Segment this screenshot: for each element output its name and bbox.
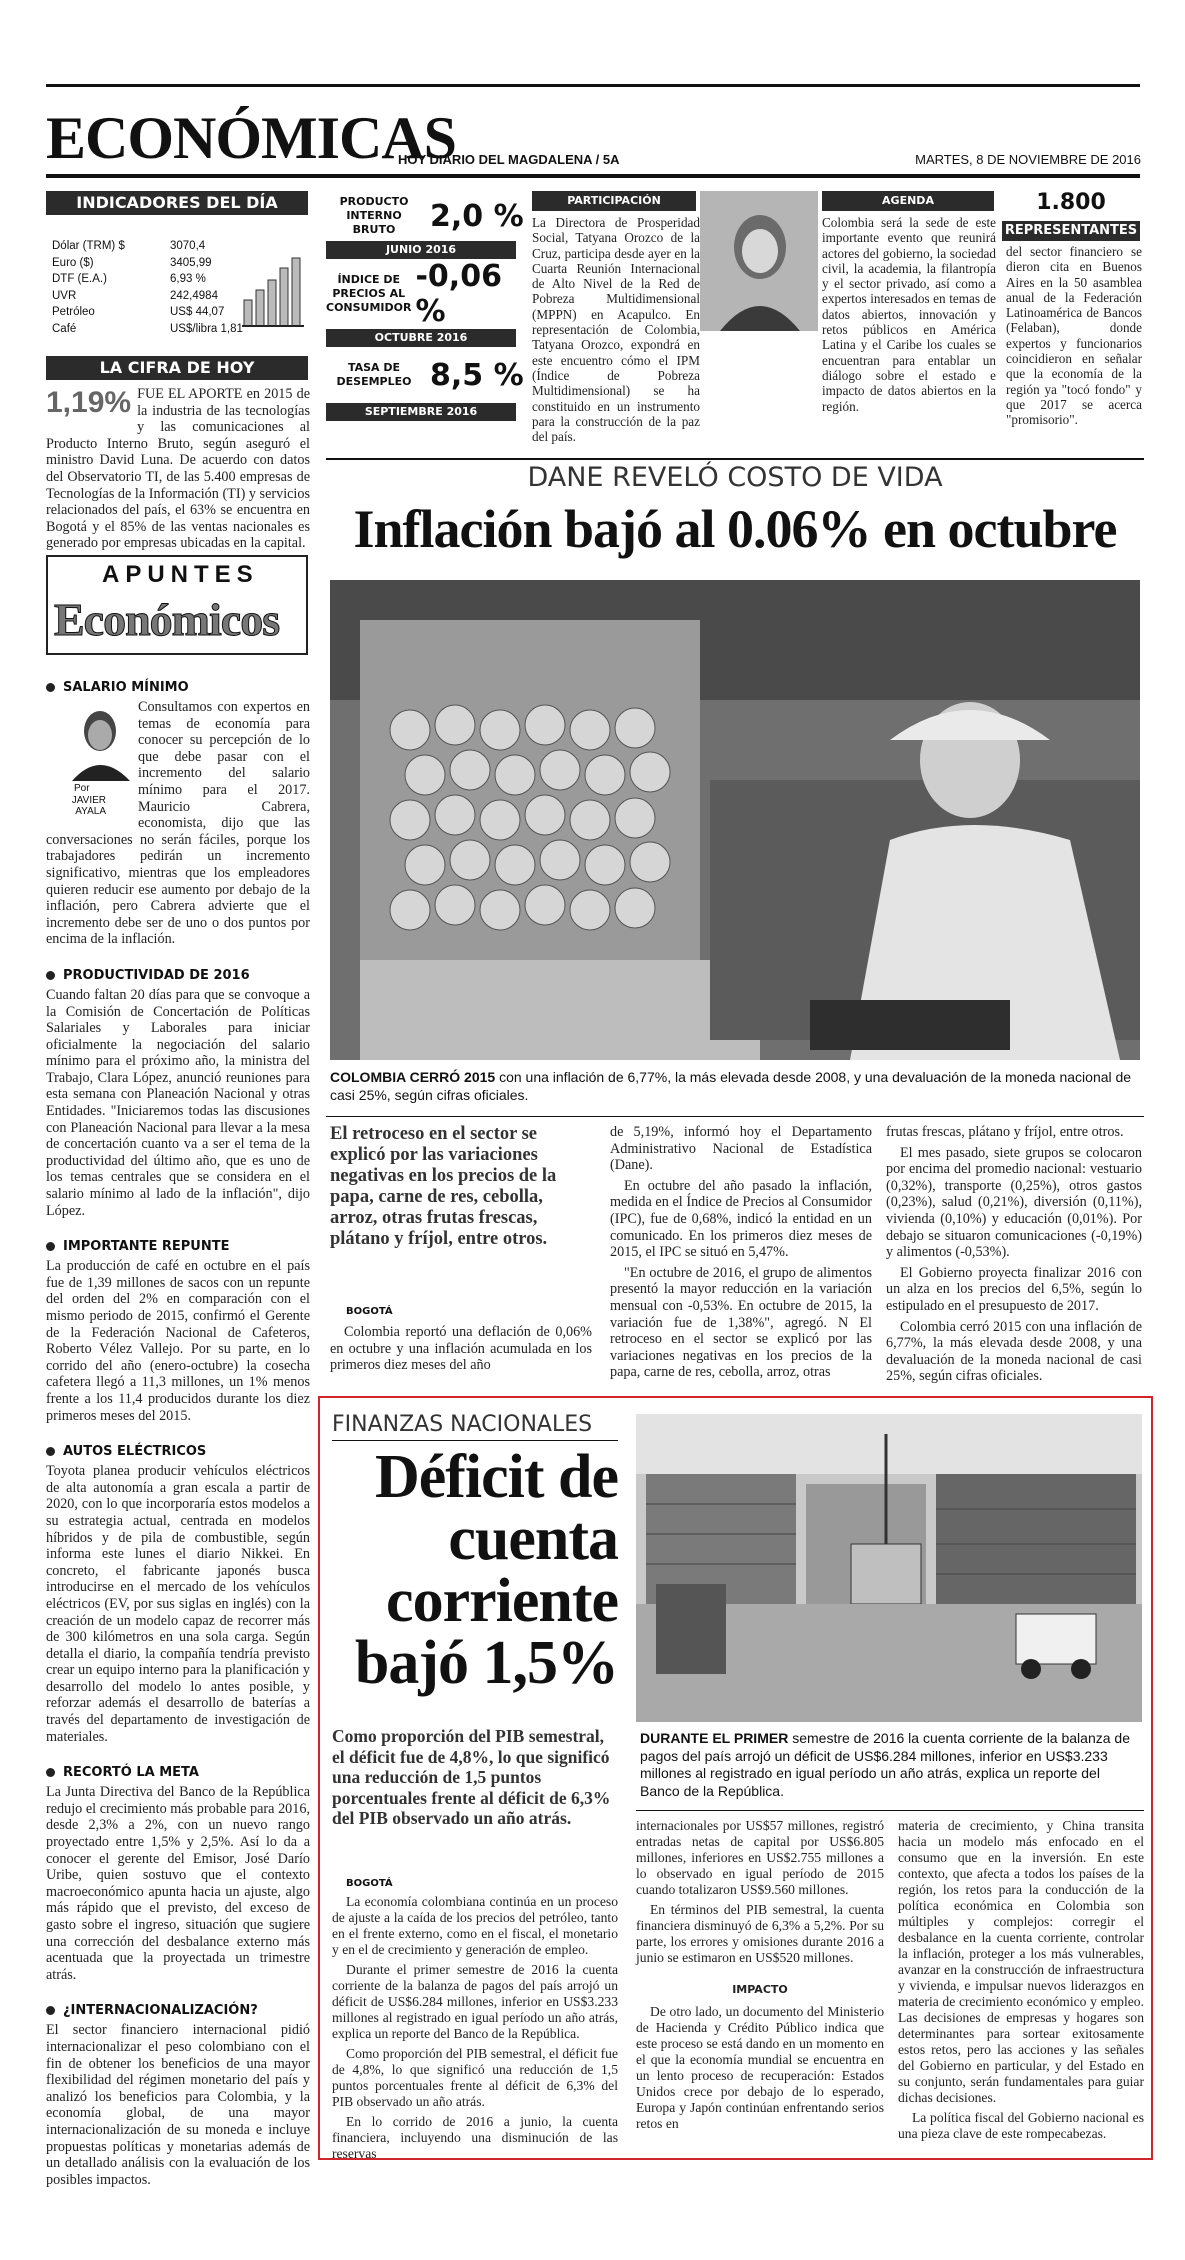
inflacion-paragraph: El Gobierno proyecta finalizar 2016 con un alza en los precios del 6,5%, según lo estipulado en el presupuesto de 2017. xyxy=(886,1264,1142,1314)
cifra-text: FUE EL APORTE en 2015 de la industria de las tecnologías y las comunicaciones al Producto Interno Bruto, según aseguró el ministro David Luna. De acuerdo con datos del Observatorio TI, de las 5.400 empresas de Tecnologías de la Información (TI) y servicios relacionados del país, el 63% se encuentra en Bogotá y el 85% de las ventas nacionales es generado por empresas ubicadas en la capital. xyxy=(46,386,310,552)
agenda-text: Colombia será la sede de este importante evento que reunirá actores del gobierno, la sociedad civil, la academia, la filantropía y el sector privado, así como a expertos interesados en temas de datos abiertos, innovación y retos públicos en América Latina y el Caribe los cuales se encuentran para entablar un diálogo sobre el estado e impacto de datos abiertos en la región. xyxy=(822,215,996,414)
port-photo-image xyxy=(636,1414,1142,1722)
stat-value: 8,5 % xyxy=(430,357,524,393)
inflacion-dateline: BOGOTÁ xyxy=(346,1306,393,1317)
deficit-headline xyxy=(330,1443,618,1697)
portrait-photo xyxy=(700,191,818,331)
stat-label: PRODUCTO INTERNO BRUTO xyxy=(339,195,409,236)
port-photo xyxy=(636,1414,1142,1722)
deficit-caption-lead: DURANTE EL PRIMER xyxy=(640,1730,789,1746)
stat-row xyxy=(326,191,526,241)
apuntes-head xyxy=(46,1239,310,1254)
apuntes-column xyxy=(46,668,310,2188)
apuntes-text: Toyota planea producir vehículos eléctricos de alta autonomía a gran escala a partir de 2020, con lo que incorporaría estos modelos a su estrategia actual, centrada en modelos híbridos y de pila de combustible, según informa este lunes el diario Nikkei. En concreto, el fabricante japonés busca introducirse en el mercado de los vehículos eléctricos (EV, por sus siglas en inglés) con la creación de un modelo capaz de recorrer más de 300 kilómetros en una sola carga. Según detalla el diario, la compañía tendría previsto crear un equipo interno para la planificación y desarrollo del modelo lo antes posible, y reforzar además el desarrollo de baterías a través del departamento de investigación de materiales. xyxy=(46,1463,310,1745)
deficit-headline-line: Déficit de xyxy=(374,1443,618,1511)
indicator-value: 3070,4 xyxy=(170,240,206,252)
indicator-value: 242,4984 xyxy=(170,289,218,302)
apuntes-head xyxy=(46,968,310,983)
indicator-row xyxy=(52,304,252,321)
apuntes-head xyxy=(46,1765,310,1780)
apuntes-header xyxy=(46,555,308,655)
inflacion-headline: Inflación bajó al 0.06% en octubre xyxy=(353,499,1117,559)
deficit-paragraph: La economía colombiana continúa en un proceso de ajuste a la caída de los precios del petróleo, tanto en el frente externo, como en el fiscal, el monetario y en el de crecimiento y generación de empleo. xyxy=(332,1894,618,1957)
cifra-block xyxy=(46,386,310,552)
cifra-title: LA CIFRA DE HOY xyxy=(46,356,308,380)
deficit-caption xyxy=(640,1730,1142,1800)
inflacion-paragraph: El mes pasado, siete grupos se colocaron por encima del promedio nacional: vestuario (0,32%), transporte (0,25%), otros gastos (0,23%), salud (0,21%), diversión (0,11%), vivienda (0,10%) y educación (0,01%). Por debajo se situaron comunicaciones (-0,19%) y alimentos (-0,53%). xyxy=(886,1144,1142,1261)
deficit-paragraph: En lo corrido de 2016 a junio, la cuenta financiera, incluyendo una disminución de las reservas xyxy=(332,2114,618,2161)
columnist-portrait xyxy=(46,701,132,781)
inflacion-caption-lead: COLOMBIA CERRÓ 2015 xyxy=(330,1069,496,1085)
indicator-row xyxy=(52,288,252,305)
apuntes-head-text: SALARIO MÍNIMO xyxy=(63,680,189,695)
apuntes-item xyxy=(46,699,310,948)
indicator-value: US$/libra 1,81 xyxy=(170,322,243,335)
indicadores-title: INDICADORES DEL DÍA xyxy=(46,191,308,215)
deficit-paragraph: La política fiscal del Gobierno nacional es una pieza clave de este rompecabezas. xyxy=(898,2110,1144,2141)
deficit-col1 xyxy=(332,1894,618,2166)
stat-period: OCTUBRE 2016 xyxy=(326,329,516,347)
apuntes-text: Cuando faltan 20 días para que se convoque a la Comisión de Concertación de Políticas Salariales y Laborales para iniciar oficialmente la negociación del salario mínimo para el próximo año, la ministra del Trabajo, Clara López, anunció reuniones para esta semana con Planeación Nacional y otras Entidades. "Iniciaremos todas las discusiones con Planeación Nacional para llevar a la mesa de concertación cuanto va a ser el tema de la productividad del último año, que es uno de los temas centrales que se considera en el salario mínimo al lado de la inflación", dijo López. xyxy=(46,986,310,1219)
inflacion-top-rule xyxy=(326,458,1144,460)
stat-value: -0,06 % xyxy=(415,259,502,329)
byline-name: JAVIER AYALA xyxy=(71,795,106,817)
indicator-row xyxy=(52,271,252,288)
deficit-col3 xyxy=(898,1818,1144,2146)
apuntes-text: La Junta Directiva del Banco de la República redujo el crecimiento más probable para 2016, desde 2,3% a 2%, con un nuevo rango proyectado entre 1,5% y 2,5%. Así lo da a conocer el gerente del Emisor, José Darío Uribe, quien sostuvo que el contexto macroeconómico apunta hacia un ajuste, algo más rápido que el previsto, del exceso de gasto sobre el ingreso, situación que sugiere una corrección del desbalance externo más acentuada que la proyectada un trimestre atrás. xyxy=(46,1784,310,1983)
bar-graph-icon xyxy=(240,250,306,330)
apuntes-head xyxy=(46,680,310,695)
indicator-label: UVR xyxy=(52,289,77,302)
representantes-text: del sector financiero se dieron cita en Buenos Aires en la 50 asamblea anual de la Federación Latinoamérica de Bancos (Felaban), donde expertos y funcionarios coincidieron en señalar que la economía de la región ya "tocó fondo" y que 2017 se acerca "promisorio". xyxy=(1006,244,1142,428)
inflacion-col3 xyxy=(886,1124,1142,1389)
deficit-headline-line: cuenta xyxy=(448,1505,618,1573)
top-rule xyxy=(46,84,1140,87)
inflacion-caption xyxy=(330,1068,1142,1104)
paper-name: HOY DIARIO DEL MAGDALENA / 5A xyxy=(398,152,620,167)
inflacion-paragraph: "En octubre de 2016, el grupo de alimentos presentó la mayor reducción en la variación mensual con -0,53%. En octubre de 2015, la variación fue de 1,38%", agregó. N El retroceso en el sector se explicó por las variaciones negativas en los precios de la papa, carne de res, cebolla, arroz, otras xyxy=(610,1264,872,1381)
apuntes-head xyxy=(46,1444,310,1459)
apuntes-head-text: RECORTÓ LA META xyxy=(63,1765,199,1781)
deficit-paragraph: En términos del PIB semestral, la cuenta financiera disminuyó de 6,3% a 5,2%. Por su parte, los errores y omisiones durante 2016 a junio se estimaron en US$520 millones. xyxy=(636,1902,884,1965)
deficit-paragraph: Durante el primer semestre de 2016 la cuenta corriente de la balanza de pagos del país arrojó un déficit de US$6.284 millones, inferior en US$3.233 millones al registrado en igual período un año atrás, explica un reporte del Banco de la República. xyxy=(332,1962,618,2041)
indicator-label: Café xyxy=(52,322,77,335)
stat-row xyxy=(326,259,526,329)
inflacion-col1: Colombia reportó una deflación de 0,06% en octubre y una inflación acumulada en los primeros diez meses del año xyxy=(330,1324,592,1374)
representantes-number: 1.800 xyxy=(1036,190,1106,215)
indicator-row xyxy=(52,238,252,255)
bullet-icon xyxy=(46,683,55,692)
apuntes-head-text: AUTOS ELÉCTRICOS xyxy=(63,1444,207,1460)
deficit-paragraph: De otro lado, un documento del Ministerio de Hacienda y Crédito Público indica que este proceso se está dando en un momento en el que la economía mundial se encuentra en un lento proceso de recuperación: Estados Unidos crece por debajo de lo esperado, Europa y Japón continúan enfrentando serios retos en xyxy=(636,2004,884,2131)
deficit-dateline: BOGOTÁ xyxy=(346,1878,393,1889)
participacion-text: La Directora de Prosperidad Social, Tatyana Orozco de la Cruz, participa desde ayer en la Cuarta Reunión Internacional de Alto Nivel de la Red de Pobreza Multidimensional (MPPN) en Acapulco. En representación de Colombia, Tatyana Orozco, expondrá en este encuentro cómo el IPM (Índice de Pobreza Multidimensional) se ha constituido en un instrumento para la construcción de la paz del país. xyxy=(532,215,700,445)
apuntes-head xyxy=(46,2003,310,2018)
masthead-rule xyxy=(46,174,1140,178)
stat-label: ÍNDICE DE PRECIOS AL CONSUMIDOR xyxy=(326,273,412,314)
indicator-value: US$ 44,07 xyxy=(170,306,225,318)
inflacion-paragraph: de 5,19%, informó hoy el Departamento Administrativo Nacional de Estadística (Dane). xyxy=(610,1124,872,1174)
indicator-label: DTF (E.A.) xyxy=(52,273,107,285)
indicator-label: Euro ($) xyxy=(52,256,94,269)
indicator-label: Petróleo xyxy=(52,306,95,318)
inflacion-caption-text: con una inflación de 6,77%, la más elevada desde 2008, y una devaluación de la moneda nacional de casi 25%, según cifras oficiales. xyxy=(330,1069,1132,1103)
deficit-paragraph: internacionales por US$57 millones, registró entradas netas de capital por US$6.805 millones, inferiores en US$2.755 millones a lo observado en igual período de 2015 cuando totalizaron US$9.560 millones. xyxy=(636,1818,884,1897)
deficit-headline-line: bajó 1,5% xyxy=(354,1629,618,1697)
apuntes-text: El sector financiero internacional pidió internacionalizar el peso colombiano con el fin de obtener los beneficios de una mayor flexibilidad del régimen monetario del país y analizó los beneficios para Colombia, y la economía global, de una mayor internacionalización de su moneda e incluye propuestas políticas y monetarias además de un detallado análisis con la evaluación de los posibles impactos. xyxy=(46,2022,310,2188)
indicator-row xyxy=(52,255,252,272)
apuntes-head-text: ¿INTERNACIONALIZACIÓN? xyxy=(63,2003,258,2019)
apuntes-kicker: APUNTES xyxy=(102,561,259,588)
deficit-caption-text: semestre de 2016 la cuenta corriente de la balanza de pagos del país arrojó un déficit de US$6.284 millones, inferior en US$3.233 millones al registrado en igual período un año atrás, explica un reporte del Banco de la República. xyxy=(640,1730,1130,1799)
market-photo xyxy=(330,580,1140,1060)
participacion-photo xyxy=(700,191,818,331)
indicator-value: 6,93 % xyxy=(170,273,206,285)
deficit-paragraph: Como proporción del PIB semestral, el déficit fue de 4,8%, lo que significó una reducción de 1,5 puntos porcentuales frente al déficit de 6,3% del PIB observado un año atrás. xyxy=(332,2046,618,2109)
stat-row xyxy=(326,347,526,403)
bullet-icon xyxy=(46,1768,55,1777)
deficit-kicker: FINANZAS NACIONALES xyxy=(332,1412,593,1437)
indicator-row xyxy=(52,321,252,338)
apuntes-head-text: IMPORTANTE REPUNTE xyxy=(63,1239,230,1255)
stat-value: 2,0 % xyxy=(430,198,524,234)
stat-period: JUNIO 2016 xyxy=(326,241,516,259)
participacion-title: PARTICIPACIÓN xyxy=(532,191,696,211)
apuntes-text: La producción de café en octubre en el país fue de 1,39 millones de sacos con un repunte del orden del 2% en comparación con el mismo periodo de 2015, confirmó el Gerente de la Federación Nacional de Cafeteros, Roberto Vélez Vallejo. Por su parte, en lo corrido del año (enero-octubre) la cosecha cafetera llegó a 11,3 millones, un 1% menos frente a los 11,4 producidos durante los diez primeros meses del 2015. xyxy=(46,1258,310,1424)
bullet-icon xyxy=(46,1242,55,1251)
agenda-title: AGENDA xyxy=(822,191,994,211)
deficit-kicker-rule xyxy=(332,1440,618,1441)
deficit-caption-rule xyxy=(636,1810,1144,1811)
inflacion-caption-rule xyxy=(326,1116,1144,1117)
stats-panel xyxy=(326,191,526,421)
deficit-col2 xyxy=(636,1818,884,2136)
bullet-icon xyxy=(46,2006,55,2015)
deficit-subhead: IMPACTO xyxy=(732,1983,788,1996)
deficit-paragraph: materia de crecimiento, y China transita hacia un modelo más enfocado en el consumo que en la inversión. En este contexto, que afecta a todos los países de la región, los retos para la conducción de la política económica en Colombia son múltiples y complejos: corregir el desbalance en la cuenta corriente, controlar la inflación, proteger a los más vulnerables, avanzar en la construcción de infraestructura y vivienda, e impulsar nuevos liderazgos en materia de crecimiento económico y empleo. Las decisiones de empresas y hogares son determinantes para sortear exitosamente estos retos, pero las acciones y las señales del Gobierno en particular, y del Estado en su conjunto, serán fundamentales para guiar dichas decisiones. xyxy=(898,1818,1144,2105)
apuntes-text: Consultamos con expertos en temas de economía para conocer su percepción de lo que debe pasar con el incremento del salario mínimo para el 2017. Mauricio Cabrera, economista, dijo que las conversaciones no serán fáciles, porque los trabajadores pedirán un incremento significativo, mientras que los empleadores quieren reducir ese aumento por debajo de la inflación, pero Cabrera advierte que el incremento debe ser de uno o dos puntos por encima de la inflación. xyxy=(46,699,310,948)
market-photo-image xyxy=(330,580,1140,1060)
bullet-icon xyxy=(46,1447,55,1456)
inflacion-pullquote: El retroceso en el sector se explicó por las variaciones negativas en los precios de la papa, carne de res, cebolla, arroz, otras frutas frescas, plátano y fríjol, entre otros. xyxy=(330,1124,557,1249)
bullet-icon xyxy=(46,971,55,980)
indicadores-table xyxy=(52,238,252,337)
inflacion-paragraph: Colombia cerró 2015 con una inflación de 6,77%, la más elevada desde 2008, y una devaluación de la moneda nacional de casi 25%, según cifras oficiales. xyxy=(886,1318,1142,1385)
columnist-photo xyxy=(46,701,132,817)
apuntes-title: Económicos xyxy=(54,594,280,645)
indicator-value: 3405,99 xyxy=(170,256,212,269)
deficit-deck: Como proporción del PIB semestral, el déficit fue de 4,8%, lo que significó una reducción de 1,5 puntos porcentuales frente al déficit de 6,3% del PIB observado un año atrás. xyxy=(332,1726,611,1828)
inflacion-paragraph: frutas frescas, plátano y fríjol, entre otros. xyxy=(886,1124,1124,1140)
inflacion-paragraph: En octubre del año pasado la inflación, medida en el Índice de Precios al Consumidor (IPC), fue de 0,68%, indicó la entidad en un comunicado. En los primeros diez meses de 2015, el IPC se situó en 5,47%. xyxy=(610,1177,872,1261)
inflacion-kicker: DANE REVELÓ COSTO DE VIDA xyxy=(527,462,943,493)
cifra-number: 1,19% xyxy=(46,386,132,419)
stat-period: SEPTIEMBRE 2016 xyxy=(326,403,516,421)
inflacion-col2 xyxy=(610,1124,872,1385)
apuntes-head-text: PRODUCTIVIDAD DE 2016 xyxy=(63,967,250,983)
deficit-headline-line: corriente xyxy=(386,1567,618,1635)
issue-date: MARTES, 8 DE NOVIEMBRE DE 2016 xyxy=(915,152,1141,167)
stat-label: TASA DE DESEMPLEO xyxy=(336,361,412,388)
representantes-title: REPRESENTANTES xyxy=(1002,221,1140,241)
byline-por: Por xyxy=(74,783,90,794)
indicator-label: Dólar (TRM) $ xyxy=(52,240,125,252)
section-title: ECONÓMICAS xyxy=(46,105,457,171)
